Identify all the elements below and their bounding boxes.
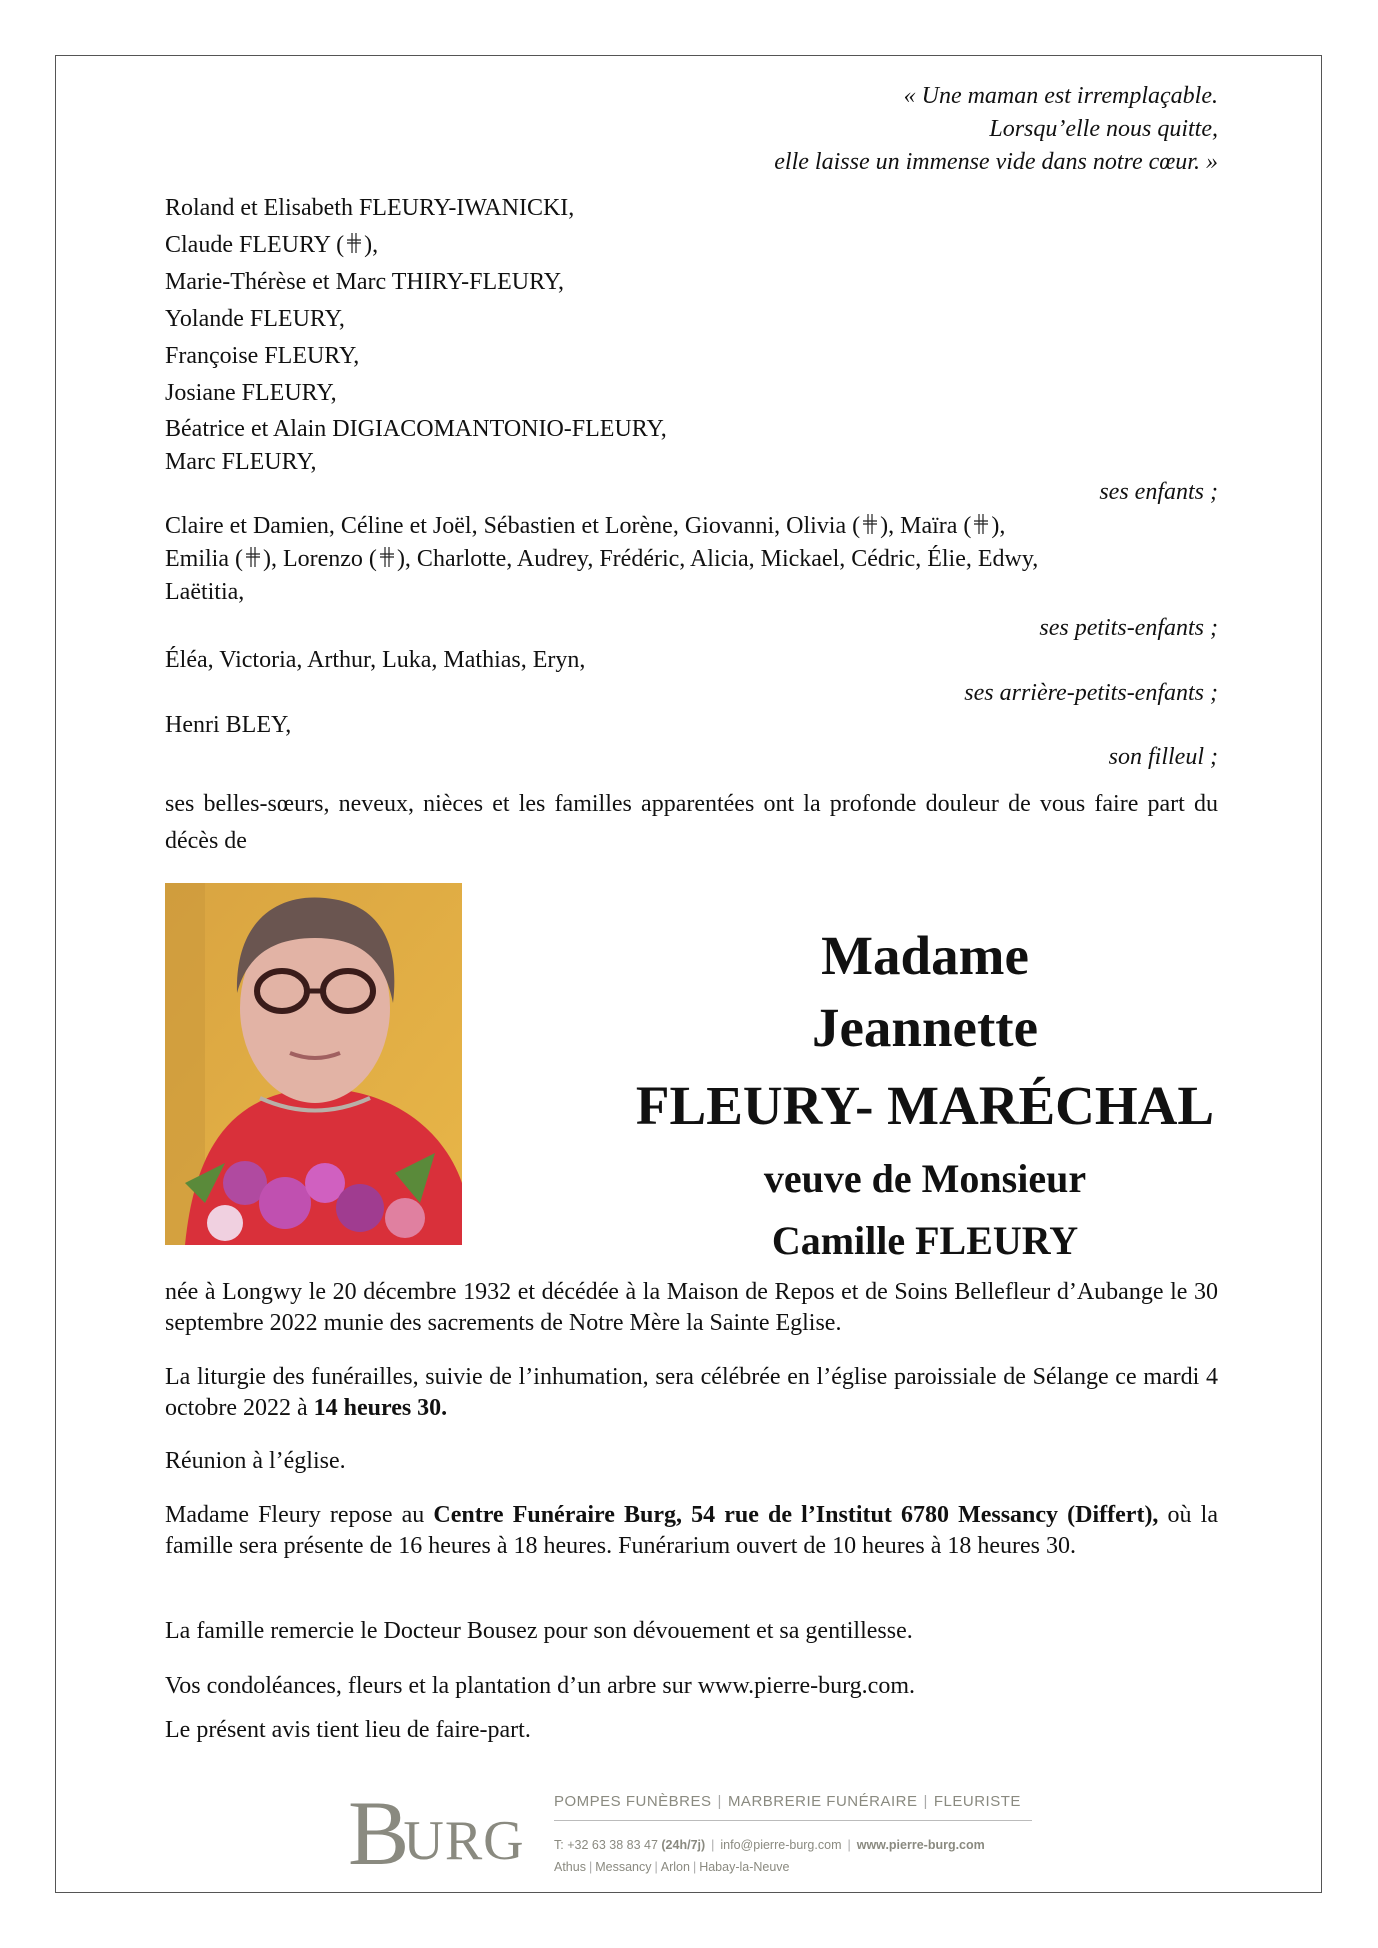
grandchildren-line: Emilia ( ), Lorenzo ( ), Charlotte, Audrey, Frédéric, Alicia, Mickael, Cédric, Élie, Edwy, [165,546,1039,572]
footer-location: Habay-la-Neuve [699,1860,790,1874]
children-label: ses enfants ; [1099,479,1218,505]
footer-locations: Athus | Messancy | Arlon | Habay-la-Neuve [554,1860,790,1874]
footer-website[interactable]: www.pierre-burg.com [856,1838,985,1852]
child-entry: Roland et Elisabeth FLEURY-IWANICKI, [165,195,575,221]
footer-phone-hours: (24h/7j) [661,1838,706,1852]
thanks-text: La famille remercie le Docteur Bousez pour son dévouement et sa gentillesse. [165,1618,913,1644]
deceased-name-block [575,920,1275,1272]
quote-line: « Une maman est irremplaçable. [903,83,1218,109]
great-grandchildren-label: ses arrière-petits-enfants ; [964,680,1218,706]
birth-death-text: née à Longwy le 20 décembre 1932 et décédée à la Maison de Repos et de Soins Bellefleur d’Aubange le 30 septembre 2022 munie des sacrements de Notre Mère la Sainte Eglise. [165,1279,1218,1336]
child-entry: Yolande FLEURY, [165,306,345,332]
logo-b: B [348,1782,410,1884]
child-entry: Josiane FLEURY, [165,380,337,406]
funeral-time: 14 heures 30. [313,1395,448,1421]
family-list [165,190,1218,477]
deceased-surname: FLEURY- MARÉCHAL [635,1075,1215,1136]
deceased-photo [165,883,462,1245]
grandchildren-line: Claire et Damien, Céline et Joël, Sébastien et Lorène, Giovanni, Olivia ( ), Maïra ( ), [165,513,1006,539]
funeral-center-address: Centre Funéraire Burg, 54 rue de l’Institut 6780 Messancy (Differt), [433,1502,1159,1528]
godson-label: son filleul ; [1108,744,1218,770]
footer-contact: T: +32 63 38 83 47 (24h/7j) | info@pierre-burg.com | www.pierre-burg.com [554,1838,985,1852]
child-entry: Marc FLEURY, [165,449,317,475]
footer-location: Athus [554,1860,586,1874]
condolences-text: Vos condoléances, fleurs et la plantation d’un arbre sur www.pierre-burg.com. [165,1673,915,1699]
announcement-text: ses belles-sœurs, neveux, nièces et les familles apparentées ont la profonde douleur de vous faire part du décès de [165,791,1218,854]
rest-text: Madame Fleury repose au Centre Funéraire Burg, 54 rue de l’Institut 6780 Messancy (Differt), où la famille sera présente de 16 heures à 18 heures. Funérarium ouvert de 10 heures à 18 heures 30. [165,1502,1218,1559]
widow-of: veuve de Monsieur [763,1156,1087,1201]
footer-phone: T: +32 63 38 83 47 [554,1838,662,1852]
child-entry: Béatrice et Alain DIGIACOMANTONIO-FLEURY, [165,416,667,442]
grandchildren-line: Laëtitia, [165,579,245,605]
godson-name: Henri BLEY, [165,712,292,738]
cross-icon [378,546,396,568]
cross-icon [972,513,990,535]
logo-urg: URG [403,1810,525,1872]
opening-quote [774,80,1218,179]
footer-service: MARBRERIE FUNÉRAIRE [727,1793,918,1810]
child-entry: Françoise FLEURY, [165,343,360,369]
cross-icon [861,513,879,535]
footer-service: FLEURISTE [933,1793,1021,1810]
child-suffix: ), [364,232,379,258]
footer-email[interactable]: info@pierre-burg.com [720,1838,842,1852]
footer-services: POMPES FUNÈBRES | MARBRERIE FUNÉRAIRE | FLEURISTE [554,1793,1021,1810]
deceased-title: Madame [821,925,1029,986]
footer-location: Messancy [595,1860,652,1874]
footer-divider [554,1820,1032,1821]
child-name: Claude FLEURY ( [165,232,345,258]
husband-name: Camille FLEURY [771,1218,1079,1263]
footer-location: Arlon [660,1860,690,1874]
notice-text: Le présent avis tient lieu de faire-part. [165,1717,531,1743]
meeting-text: Réunion à l’église. [165,1448,346,1474]
child-entry [165,227,1218,264]
grandchildren-label: ses petits-enfants ; [1039,615,1218,641]
burg-logo [348,1782,525,1884]
great-grandchildren-list: Éléa, Victoria, Arthur, Luka, Mathias, Eryn, [165,647,586,673]
deceased-first-name: Jeannette [811,997,1039,1058]
cross-icon [244,546,262,568]
quote-line: Lorsqu’elle nous quitte, [989,116,1218,142]
cross-icon [345,232,363,254]
quote-line: elle laisse un immense vide dans notre cœur. » [774,149,1218,175]
funeral-text: La liturgie des funérailles, suivie de l’inhumation, sera célébrée en l’église paroissiale de Sélange ce mardi 4 octobre 2022 à 14 heures 30. [165,1364,1218,1421]
grandchildren-list [165,510,1218,609]
child-entry: Marie-Thérèse et Marc THIRY-FLEURY, [165,269,565,295]
footer-service: POMPES FUNÈBRES [554,1793,712,1810]
